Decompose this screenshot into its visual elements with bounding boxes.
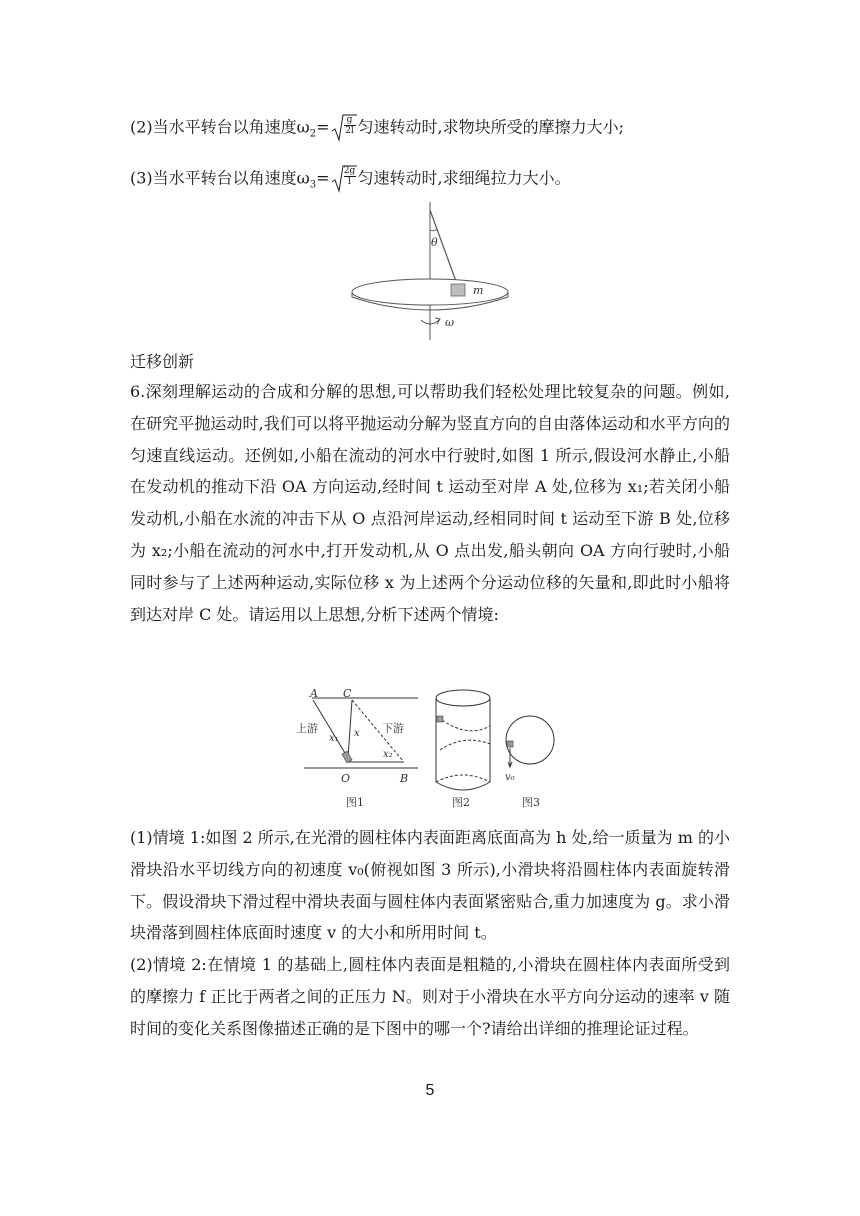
theta-arc (430, 229, 437, 231)
label-C: C (343, 687, 352, 700)
omega-label: ω (445, 316, 454, 329)
cylinder-bottom-front (436, 782, 490, 790)
x1-vector (313, 700, 348, 758)
label-upstream: 上游 (296, 722, 318, 735)
scenario-1-text: (1)情境 1:如图 2 所示,在光滑的圆柱体内表面距离底面高为 h 处,给一质量为 m 的小滑块沿水平切线方向的初速度 v₀(俯视如图 3 所示),小滑块将沿圆柱体内表面旋转滑下。假设滑块下滑过程中滑块表面与圆柱体内表面紧密贴合,重力加速度为 g。求小滑块滑落到圆柱体底面时速度 v 的大小和所用时间 t。 (130, 828, 730, 943)
cylinder-bottom-back (436, 775, 490, 782)
figure-1-river (290, 686, 430, 810)
v0-label: v₀ (505, 772, 515, 783)
q3-denominator: l (348, 177, 351, 187)
helix-path-1 (442, 720, 490, 731)
problem-6-text: 6.深刻理解运动的合成和分解的思想,可以帮助我们轻松处理比较复杂的问题。例如,在研究平抛运动时,我们可以将平抛运动分解为竖直方向的自由落体运动和水平方向的匀速直线运动。还例如,小船在流动的河水中行驶时,如图 1 所示,假设河水静止,小船在发动机的推动下沿 OA 方向运动,经时间 t 运动至对岸 A 处,位移为 x₁;若关闭小船发动机,小船在水流的冲击下从 O 点沿河岸运动,经相同时间 t 运动至下游 B 处,位移为 x₂;小船在流动的河水中,打开发动机,从 O 点出发,船头朝向 OA 方向行驶时,小船同时参与了上述两种运动,实际位移 x 为上述两个分运动位移的矢量和,即此时小船将到达对岸 C 处。请运用以上思想,分析下述两个情境: (130, 382, 730, 624)
q3-suffix: 匀速转动时,求细绳拉力大小。 (357, 168, 571, 188)
q3-numerator: 2g (343, 166, 356, 176)
q3-sqrt (331, 165, 357, 193)
q2-equals: = (316, 117, 330, 137)
label-B: B (400, 772, 409, 785)
mass-block (451, 284, 465, 296)
figure-3-topview (500, 710, 560, 790)
x-vector (348, 700, 352, 758)
scenario-2-text: (2)情境 2:在情境 1 的基础上,圆柱体内表面是粗糙的,小滑块在圆柱体内表面所受到的摩擦力 f 正比于两者之间的正压力 N。则对于小滑块在水平方向分运动的速率 v 随时间的变化关系图像描述正确的是下图中的哪一个?请给出详细的推理论证过程。 (130, 955, 730, 1038)
section-title: 迁移创新 (130, 352, 195, 371)
label-O: O (341, 772, 351, 785)
turntable-figure (345, 198, 525, 346)
theta-label: θ (431, 236, 438, 249)
q3-equals: = (316, 168, 330, 188)
page-number: 5 (425, 1082, 435, 1099)
question-2-line (130, 114, 624, 145)
label-A: A (310, 687, 318, 700)
q3-subscript: 3 (309, 179, 317, 191)
figure-3-caption: 图3 (522, 796, 540, 809)
label-x1: x₁ (329, 733, 339, 744)
q2-prefix: (2)当水平转台以角速度ω (130, 117, 310, 137)
q2-denominator: 2l (345, 126, 354, 136)
q2-numerator: g (344, 115, 356, 126)
topview-block (507, 741, 513, 747)
turntable-top (352, 279, 508, 305)
slider-block (437, 716, 443, 722)
question-3-line (130, 165, 571, 196)
q2-sqrt (331, 114, 357, 142)
cylinder-top (436, 690, 490, 706)
label-x2: x₂ (383, 749, 393, 760)
figure-1-caption: 图1 (346, 796, 364, 809)
topview-circle (506, 716, 554, 764)
figure-2-cylinder (428, 686, 498, 796)
mass-label: m (473, 284, 484, 297)
label-downstream: 下游 (382, 722, 404, 735)
helix-path-2 (440, 740, 490, 750)
q3-prefix: (3)当水平转台以角速度ω (130, 168, 310, 188)
q2-suffix: 匀速转动时,求物块所受的摩擦力大小; (357, 117, 624, 137)
boat (342, 751, 352, 763)
figure-2-caption: 图2 (452, 796, 470, 809)
q2-subscript: 2 (309, 128, 317, 140)
label-x: x (354, 728, 360, 739)
